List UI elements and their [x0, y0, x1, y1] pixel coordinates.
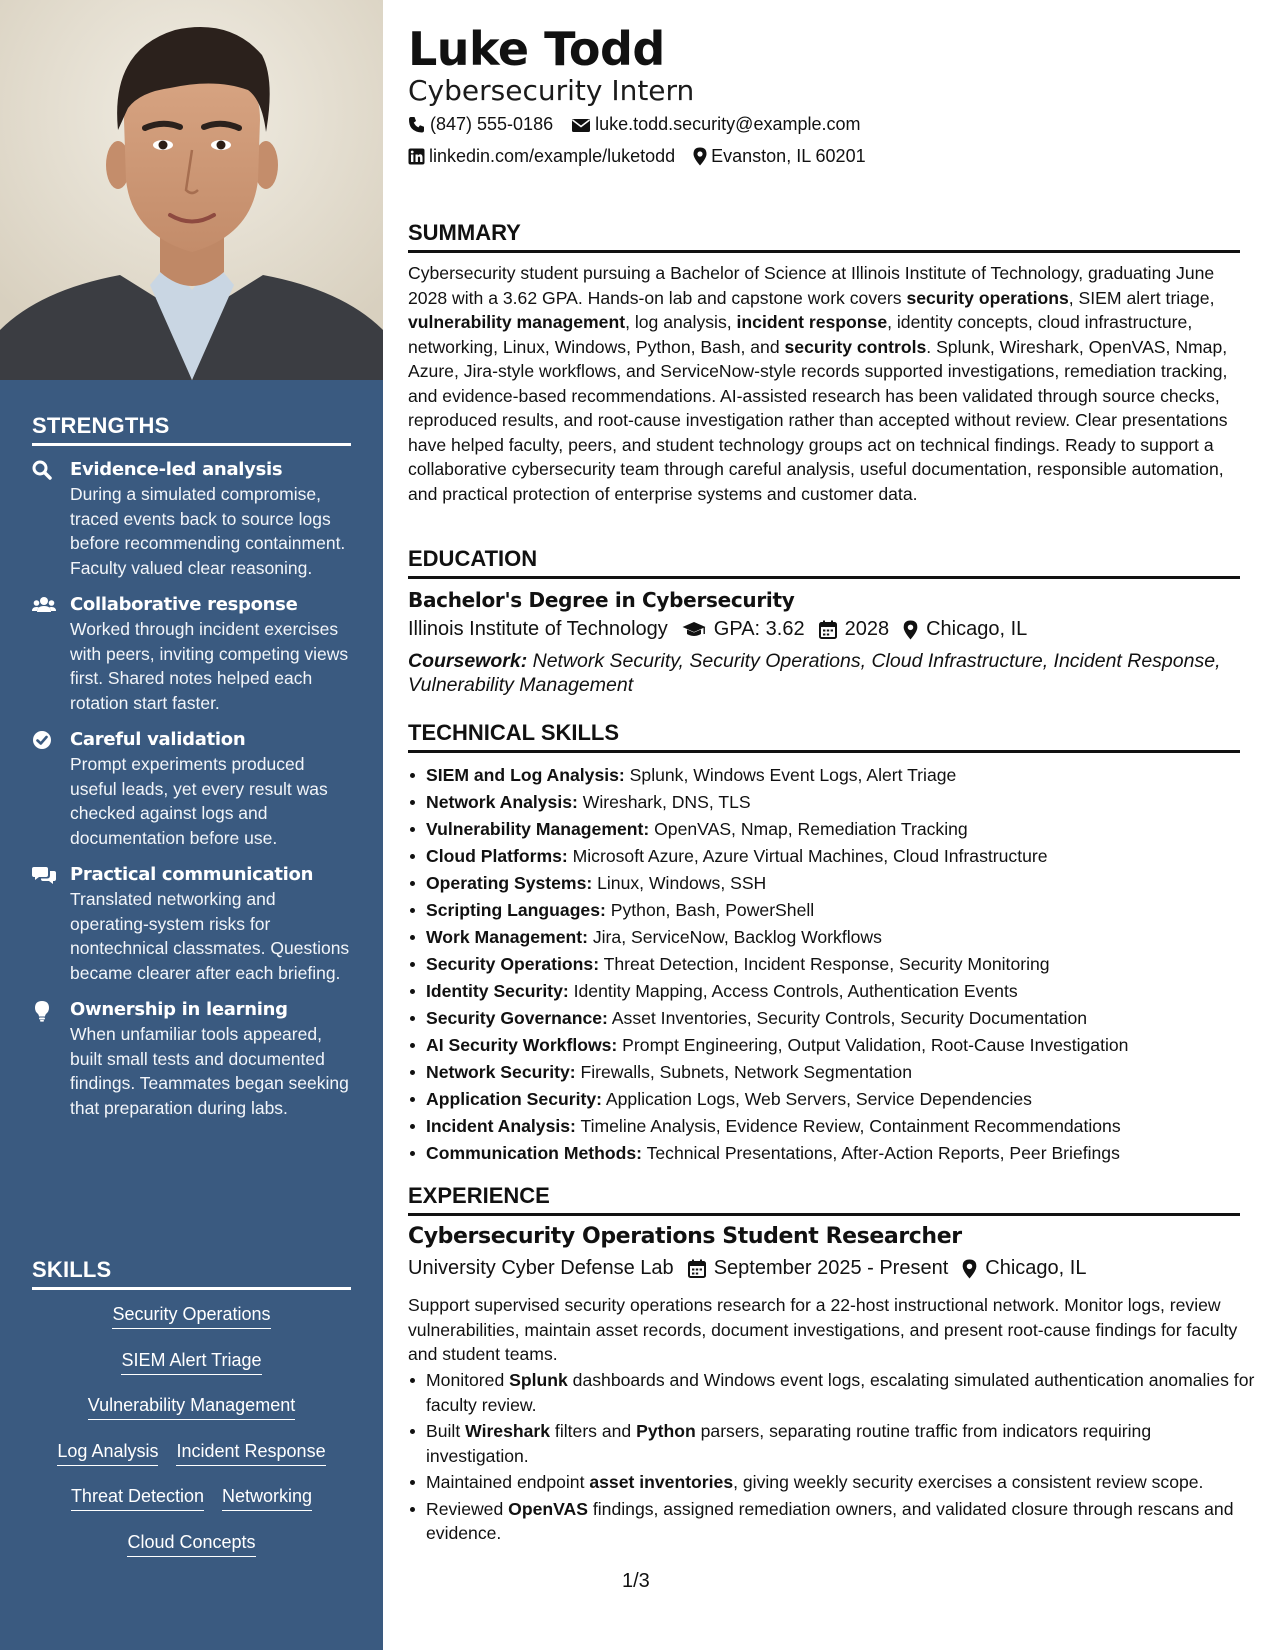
- strength-title: Collaborative response: [70, 594, 298, 615]
- profile-photo: [0, 0, 383, 380]
- coursework: Coursework: Network Security, Security Operations, Cloud Infrastructure, Incident Response, Vulnerability Management: [408, 650, 1221, 696]
- search-icon: [32, 458, 70, 580]
- skill-item: Operating Systems: Linux, Windows, SSH: [426, 870, 1258, 897]
- strength-item: [32, 998, 352, 1120]
- skill-tag: Vulnerability Management: [88, 1393, 295, 1420]
- strength-desc: During a simulated compromise, traced events back to source logs before recommending containment. Faculty valued clear reasoning.: [70, 484, 346, 578]
- skill-item: Network Analysis: Wireshark, DNS, TLS: [426, 789, 1258, 816]
- phone-contact: [408, 114, 553, 135]
- skill-item: Security Operations: Threat Detection, Incident Response, Security Monitoring: [426, 951, 1258, 978]
- strength-desc: Worked through incident exercises with peers, inviting competing views first. Shared notes helped each rotation start faster.: [70, 619, 349, 713]
- job-org: University Cyber Defense Lab: [408, 1257, 674, 1279]
- strengths-list: [32, 458, 352, 1133]
- job-bullets: [408, 1368, 1258, 1548]
- strength-item: [32, 458, 352, 580]
- education-meta: [408, 618, 1041, 641]
- job-bullet: Maintained endpoint asset inventories, giving weekly security exercises a consistent review scope.: [426, 1470, 1258, 1495]
- sidebar: [0, 0, 383, 1650]
- skill-item: Vulnerability Management: OpenVAS, Nmap, Remediation Tracking: [426, 816, 1258, 843]
- lightbulb-icon: [32, 998, 70, 1120]
- phone-icon: [408, 116, 426, 134]
- phone-text: (847) 555-0186: [430, 114, 554, 134]
- linkedin-text[interactable]: linkedin.com/example/luketodd: [429, 146, 676, 166]
- job-location: Chicago, IL: [985, 1257, 1087, 1279]
- skill-tag: Networking: [222, 1484, 312, 1511]
- experience-title: EXPERIENCE: [408, 1183, 1240, 1216]
- comments-icon: [32, 863, 70, 985]
- candidate-role: Cybersecurity Intern: [408, 74, 695, 107]
- strength-desc: Translated networking and operating-system risks for nontechnical classmates. Questions became clearer after each briefing.: [70, 889, 350, 983]
- skill-item: Network Security: Firewalls, Subnets, Network Segmentation: [426, 1059, 1258, 1086]
- job-bullet: Reviewed OpenVAS findings, assigned remediation owners, and validated closure through rescans and evidence.: [426, 1497, 1258, 1546]
- page-number: 1/3: [622, 1570, 650, 1592]
- skill-item: SIEM and Log Analysis: Splunk, Windows Event Logs, Alert Triage: [426, 762, 1258, 789]
- skill-tag: Cloud Concepts: [127, 1530, 255, 1557]
- skill-tag: Threat Detection: [71, 1484, 204, 1511]
- skill-tag: Log Analysis: [57, 1439, 158, 1466]
- calendar-icon: [819, 620, 837, 639]
- map-marker-icon: [903, 620, 918, 640]
- school-name: Illinois Institute of Technology: [408, 618, 668, 640]
- school-location: Chicago, IL: [926, 618, 1028, 640]
- envelope-icon: [571, 117, 591, 133]
- strength-desc: When unfamiliar tools appeared, built small tests and documented findings. Teammates began seeking that preparation during labs.: [70, 1024, 349, 1118]
- skill-tag: Incident Response: [176, 1439, 325, 1466]
- email-text[interactable]: luke.todd.security@example.com: [595, 114, 861, 134]
- strength-title: Practical communication: [70, 864, 314, 885]
- portrait-illustration: [0, 0, 383, 380]
- graduation-cap-icon: [682, 621, 706, 639]
- skill-item: Security Governance: Asset Inventories, Security Controls, Security Documentation: [426, 1005, 1258, 1032]
- location-text: Evanston, IL 60201: [711, 146, 866, 166]
- users-icon: [32, 593, 70, 715]
- skill-item: Communication Methods: Technical Presentations, After-Action Reports, Peer Briefings: [426, 1140, 1258, 1167]
- skill-item: Scripting Languages: Python, Bash, PowerShell: [426, 897, 1258, 924]
- job-description: Support supervised security operations research for a 22-host instructional network. Monitor logs, review vulnerabilities, maintain asset records, document investigations, and present root-cause findings for faculty and student teams.: [408, 1295, 1238, 1364]
- technical-skills-list: [408, 762, 1258, 1167]
- check-circle-icon: [32, 728, 70, 850]
- skill-item: Incident Analysis: Timeline Analysis, Evidence Review, Containment Recommendations: [426, 1113, 1258, 1140]
- strength-item: [32, 863, 352, 985]
- grad-year: 2028: [844, 618, 890, 640]
- skill-tag: SIEM Alert Triage: [121, 1348, 261, 1375]
- strength-item: [32, 728, 352, 850]
- summary-title: SUMMARY: [408, 220, 1240, 253]
- contact-line-2: [408, 146, 884, 167]
- degree-name: Bachelor's Degree in Cybersecurity: [408, 588, 795, 612]
- skill-item: Cloud Platforms: Microsoft Azure, Azure Virtual Machines, Cloud Infrastructure: [426, 843, 1258, 870]
- job-meta: [408, 1257, 1100, 1280]
- strength-title: Evidence-led analysis: [70, 459, 283, 480]
- strength-title: Ownership in learning: [70, 999, 288, 1020]
- strengths-title: STRENGTHS: [32, 413, 351, 446]
- job-bullet: Built Wireshark filters and Python parsers, separating routine traffic from indicators requiring investigation.: [426, 1419, 1258, 1468]
- strength-title: Careful validation: [70, 729, 246, 750]
- skills-title: SKILLS: [32, 1257, 351, 1290]
- linkedin-icon: [408, 148, 425, 165]
- skill-tag: Security Operations: [112, 1302, 270, 1329]
- skills-tags: [32, 1302, 351, 1575]
- skill-item: Work Management: Jira, ServiceNow, Backlog Workflows: [426, 924, 1258, 951]
- location-contact: [693, 146, 865, 167]
- map-marker-icon: [693, 147, 707, 166]
- map-marker-icon: [962, 1259, 977, 1279]
- contact-line-1: [408, 114, 878, 135]
- education-title: EDUCATION: [408, 546, 1240, 579]
- technical-skills-title: TECHNICAL SKILLS: [408, 720, 1240, 753]
- job-title: Cybersecurity Operations Student Researcher: [408, 1224, 962, 1249]
- strength-desc: Prompt experiments produced useful leads, yet every result was checked against logs and documentation before use.: [70, 754, 328, 848]
- calendar-icon: [688, 1259, 706, 1278]
- gpa-text: GPA: 3.62: [713, 618, 805, 640]
- skill-item: Application Security: Application Logs, Web Servers, Service Dependencies: [426, 1086, 1258, 1113]
- strength-item: [32, 593, 352, 715]
- job-dates: September 2025 - Present: [713, 1257, 949, 1279]
- email-contact: [571, 114, 860, 135]
- candidate-name: Luke Todd: [408, 22, 665, 76]
- linkedin-contact: [408, 146, 675, 167]
- skill-item: Identity Security: Identity Mapping, Access Controls, Authentication Events: [426, 978, 1258, 1005]
- job-bullet: Monitored Splunk dashboards and Windows event logs, escalating simulated authentication anomalies for faculty review.: [426, 1368, 1258, 1417]
- skill-item: AI Security Workflows: Prompt Engineering, Output Validation, Root-Cause Investigation: [426, 1032, 1258, 1059]
- summary-text: Cybersecurity student pursuing a Bachelor of Science at Illinois Institute of Technology, graduating June 2028 with a 3.62 GPA. Hands-on lab and capstone work covers security operations, SIEM alert triage, vulnerability management, log analysis, incident response, identity concepts, cloud infrastructure, networking, Linux, Windows, Python, Bash, and security controls. Splunk, Wireshark, OpenVAS, Nmap, Azure, Jira-style workflows, and ServiceNow-style records supported investigations, remediation tracking, and evidence-based recommendations. AI-assisted research has been validated through source checks, reproduced results, and root-cause investigation rather than accepted without review. Clear presentations have helped faculty, peers, and student technology groups act on technical findings. Ready to support a collaborative cybersecurity team through careful analysis, useful documentation, responsible automation, and practical protection of enterprise systems and customer data.: [408, 263, 1228, 504]
